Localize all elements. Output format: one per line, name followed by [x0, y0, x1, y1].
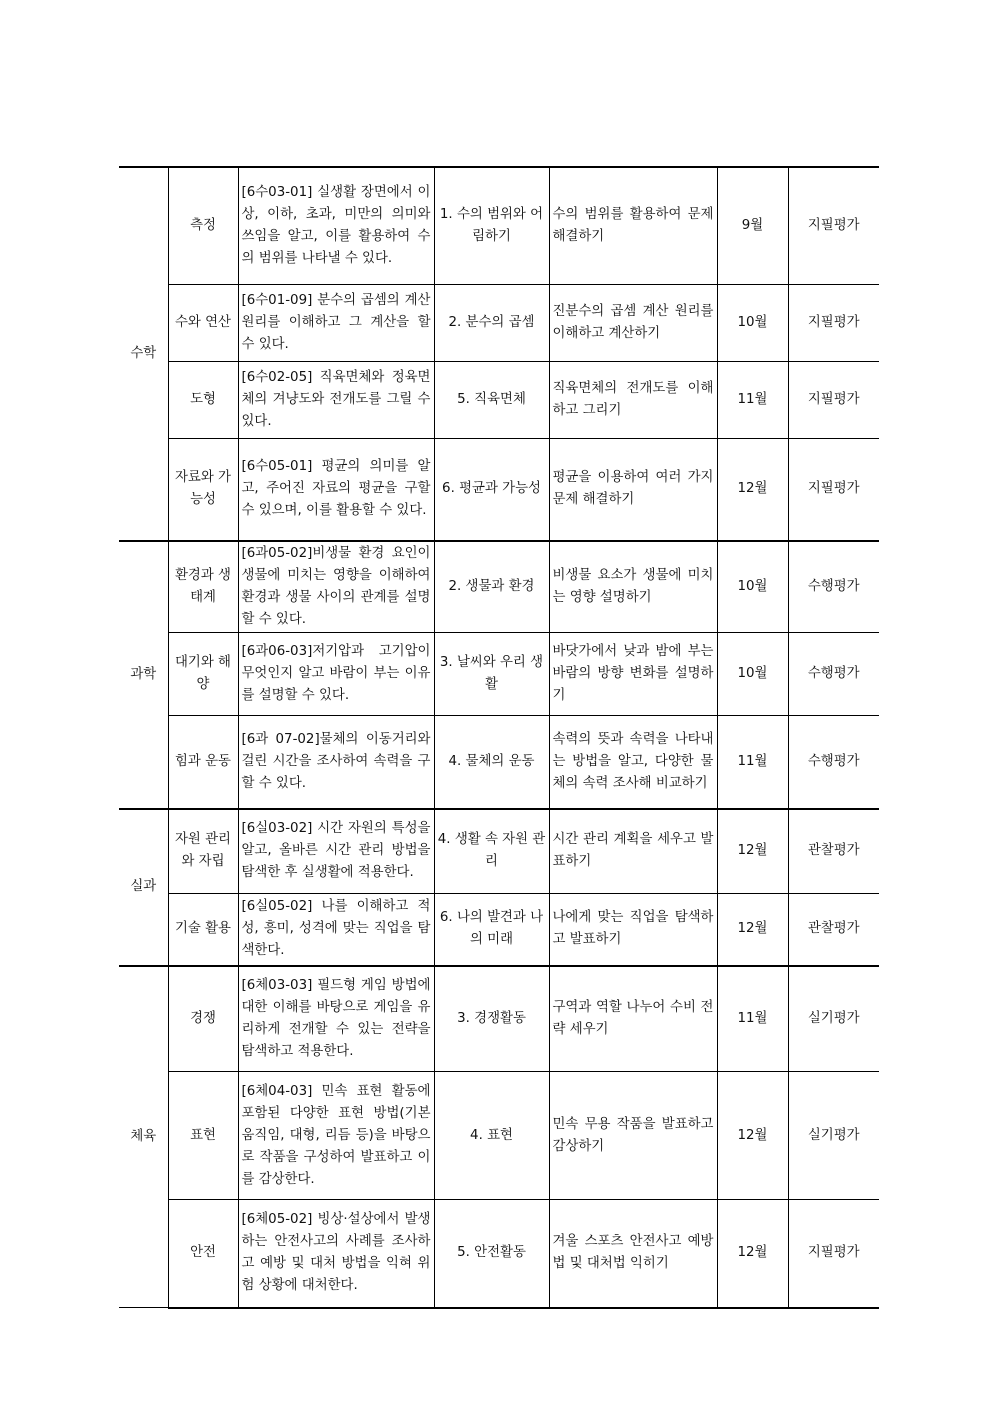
area-cell: 기술 활용 — [168, 894, 238, 966]
activity-cell: 바닷가에서 낮과 밤에 부는 바람의 방향 변화를 설명하기 — [549, 633, 717, 716]
table-row — [119, 438, 879, 541]
method-cell: 수행평가 — [788, 716, 879, 809]
area-cell: 경쟁 — [168, 966, 238, 1072]
table-row — [119, 1200, 879, 1308]
area-cell: 도형 — [168, 361, 238, 438]
standard-cell: [6과06-03]저기압과 고기압이 무엇인지 알고 바람이 부는 이유를 설명할 수 있다. — [238, 633, 434, 716]
unit-cell: 6. 나의 발견과 나의 미래 — [434, 894, 549, 966]
unit-cell: 5. 안전활동 — [434, 1200, 549, 1308]
table-row — [119, 541, 879, 633]
unit-cell: 2. 생물과 환경 — [434, 541, 549, 633]
month-cell: 11월 — [717, 361, 788, 438]
month-cell: 10월 — [717, 633, 788, 716]
unit-cell: 3. 날씨와 우리 생활 — [434, 633, 549, 716]
table-row — [119, 1072, 879, 1200]
standard-cell: [6실05-02] 나를 이해하고 적성, 흥미, 성격에 맞는 직업을 탐색한다. — [238, 894, 434, 966]
table-row — [119, 633, 879, 716]
method-cell: 지필평가 — [788, 284, 879, 361]
area-cell: 표현 — [168, 1072, 238, 1200]
activity-cell: 직육면체의 전개도를 이해하고 그리기 — [549, 361, 717, 438]
area-cell: 수와 연산 — [168, 284, 238, 361]
standard-cell: [6수02-05] 직육면체와 정육면체의 겨냥도와 전개도를 그릴 수 있다. — [238, 361, 434, 438]
table-row — [119, 167, 879, 284]
activity-cell: 비생물 요소가 생물에 미치는 영향 설명하기 — [549, 541, 717, 633]
evaluation-plan-table — [119, 166, 879, 1309]
method-cell: 수행평가 — [788, 633, 879, 716]
method-cell: 지필평가 — [788, 1200, 879, 1308]
standard-cell: [6실03-02] 시간 자원의 특성을 알고, 올바른 시간 관리 방법을 탐색한 후 실생활에 적용한다. — [238, 809, 434, 894]
table-row — [119, 284, 879, 361]
method-cell: 관찰평가 — [788, 894, 879, 966]
area-cell: 대기와 해양 — [168, 633, 238, 716]
month-cell: 12월 — [717, 1072, 788, 1200]
standard-cell: [6과 07-02]물체의 이동거리와 걸린 시간을 조사하여 속력을 구할 수 있다. — [238, 716, 434, 809]
method-cell: 실기평가 — [788, 1072, 879, 1200]
area-cell: 안전 — [168, 1200, 238, 1308]
month-cell: 9월 — [717, 167, 788, 284]
activity-cell: 수의 범위를 활용하여 문제 해결하기 — [549, 167, 717, 284]
area-cell: 자원 관리와 자립 — [168, 809, 238, 894]
activity-cell: 나에게 맞는 직업을 탐색하고 발표하기 — [549, 894, 717, 966]
area-cell: 측정 — [168, 167, 238, 284]
method-cell: 관찰평가 — [788, 809, 879, 894]
method-cell: 수행평가 — [788, 541, 879, 633]
standard-cell: [6과05-02]비생물 환경 요인이 생물에 미치는 영향을 이해하여 환경과 생물 사이의 관계를 설명할 수 있다. — [238, 541, 434, 633]
month-cell: 12월 — [717, 1200, 788, 1308]
method-cell: 지필평가 — [788, 361, 879, 438]
subject-cell: 실과 — [119, 809, 168, 966]
activity-cell: 평균을 이용하여 여러 가지 문제 해결하기 — [549, 438, 717, 541]
unit-cell: 2. 분수의 곱셈 — [434, 284, 549, 361]
month-cell: 10월 — [717, 284, 788, 361]
standard-cell: [6체04-03] 민속 표현 활동에 포함된 다양한 표현 방법(기본 움직임, 대형, 리듬 등)을 바탕으로 작품을 구성하여 발표하고 이를 감상한다. — [238, 1072, 434, 1200]
activity-cell: 구역과 역할 나누어 수비 전략 세우기 — [549, 966, 717, 1072]
activity-cell: 민속 무용 작품을 발표하고 감상하기 — [549, 1072, 717, 1200]
subject-cell: 체육 — [119, 966, 168, 1308]
area-cell: 힘과 운동 — [168, 716, 238, 809]
method-cell: 지필평가 — [788, 438, 879, 541]
unit-cell: 3. 경쟁활동 — [434, 966, 549, 1072]
standard-cell: [6체03-03] 필드형 게임 방법에 대한 이해를 바탕으로 게임을 유리하게 전개할 수 있는 전략을 탐색하고 적용한다. — [238, 966, 434, 1072]
method-cell: 지필평가 — [788, 167, 879, 284]
method-cell: 실기평가 — [788, 966, 879, 1072]
table-row — [119, 894, 879, 966]
area-cell: 환경과 생태계 — [168, 541, 238, 633]
month-cell: 10월 — [717, 541, 788, 633]
unit-cell: 6. 평균과 가능성 — [434, 438, 549, 541]
standard-cell: [6체05-02] 빙상·설상에서 발생하는 안전사고의 사례를 조사하고 예방 및 대처 방법을 익혀 위험 상황에 대처한다. — [238, 1200, 434, 1308]
table-row — [119, 809, 879, 894]
subject-cell: 수학 — [119, 167, 168, 541]
activity-cell: 겨울 스포츠 안전사고 예방법 및 대처법 익히기 — [549, 1200, 717, 1308]
month-cell: 12월 — [717, 438, 788, 541]
month-cell: 11월 — [717, 716, 788, 809]
activity-cell: 진분수의 곱셈 계산 원리를 이해하고 계산하기 — [549, 284, 717, 361]
month-cell: 12월 — [717, 894, 788, 966]
table-row — [119, 966, 879, 1072]
standard-cell: [6수03-01] 실생활 장면에서 이상, 이하, 초과, 미만의 의미와 쓰임을 알고, 이를 활용하여 수의 범위를 나타낼 수 있다. — [238, 167, 434, 284]
activity-cell: 속력의 뜻과 속력을 나타내는 방법을 알고, 다양한 물체의 속력 조사해 비교하기 — [549, 716, 717, 809]
standard-cell: [6수01-09] 분수의 곱셈의 계산 원리를 이해하고 그 계산을 할 수 있다. — [238, 284, 434, 361]
unit-cell: 4. 표현 — [434, 1072, 549, 1200]
subject-cell: 과학 — [119, 541, 168, 809]
activity-cell: 시간 관리 계획을 세우고 발표하기 — [549, 809, 717, 894]
unit-cell: 5. 직육면체 — [434, 361, 549, 438]
area-cell: 자료와 가능성 — [168, 438, 238, 541]
table-row — [119, 361, 879, 438]
month-cell: 11월 — [717, 966, 788, 1072]
standard-cell: [6수05-01] 평균의 의미를 알고, 주어진 자료의 평균을 구할 수 있으며, 이를 활용할 수 있다. — [238, 438, 434, 541]
unit-cell: 4. 물체의 운동 — [434, 716, 549, 809]
unit-cell: 4. 생활 속 자원 관리 — [434, 809, 549, 894]
month-cell: 12월 — [717, 809, 788, 894]
table-row — [119, 716, 879, 809]
unit-cell: 1. 수의 범위와 어림하기 — [434, 167, 549, 284]
